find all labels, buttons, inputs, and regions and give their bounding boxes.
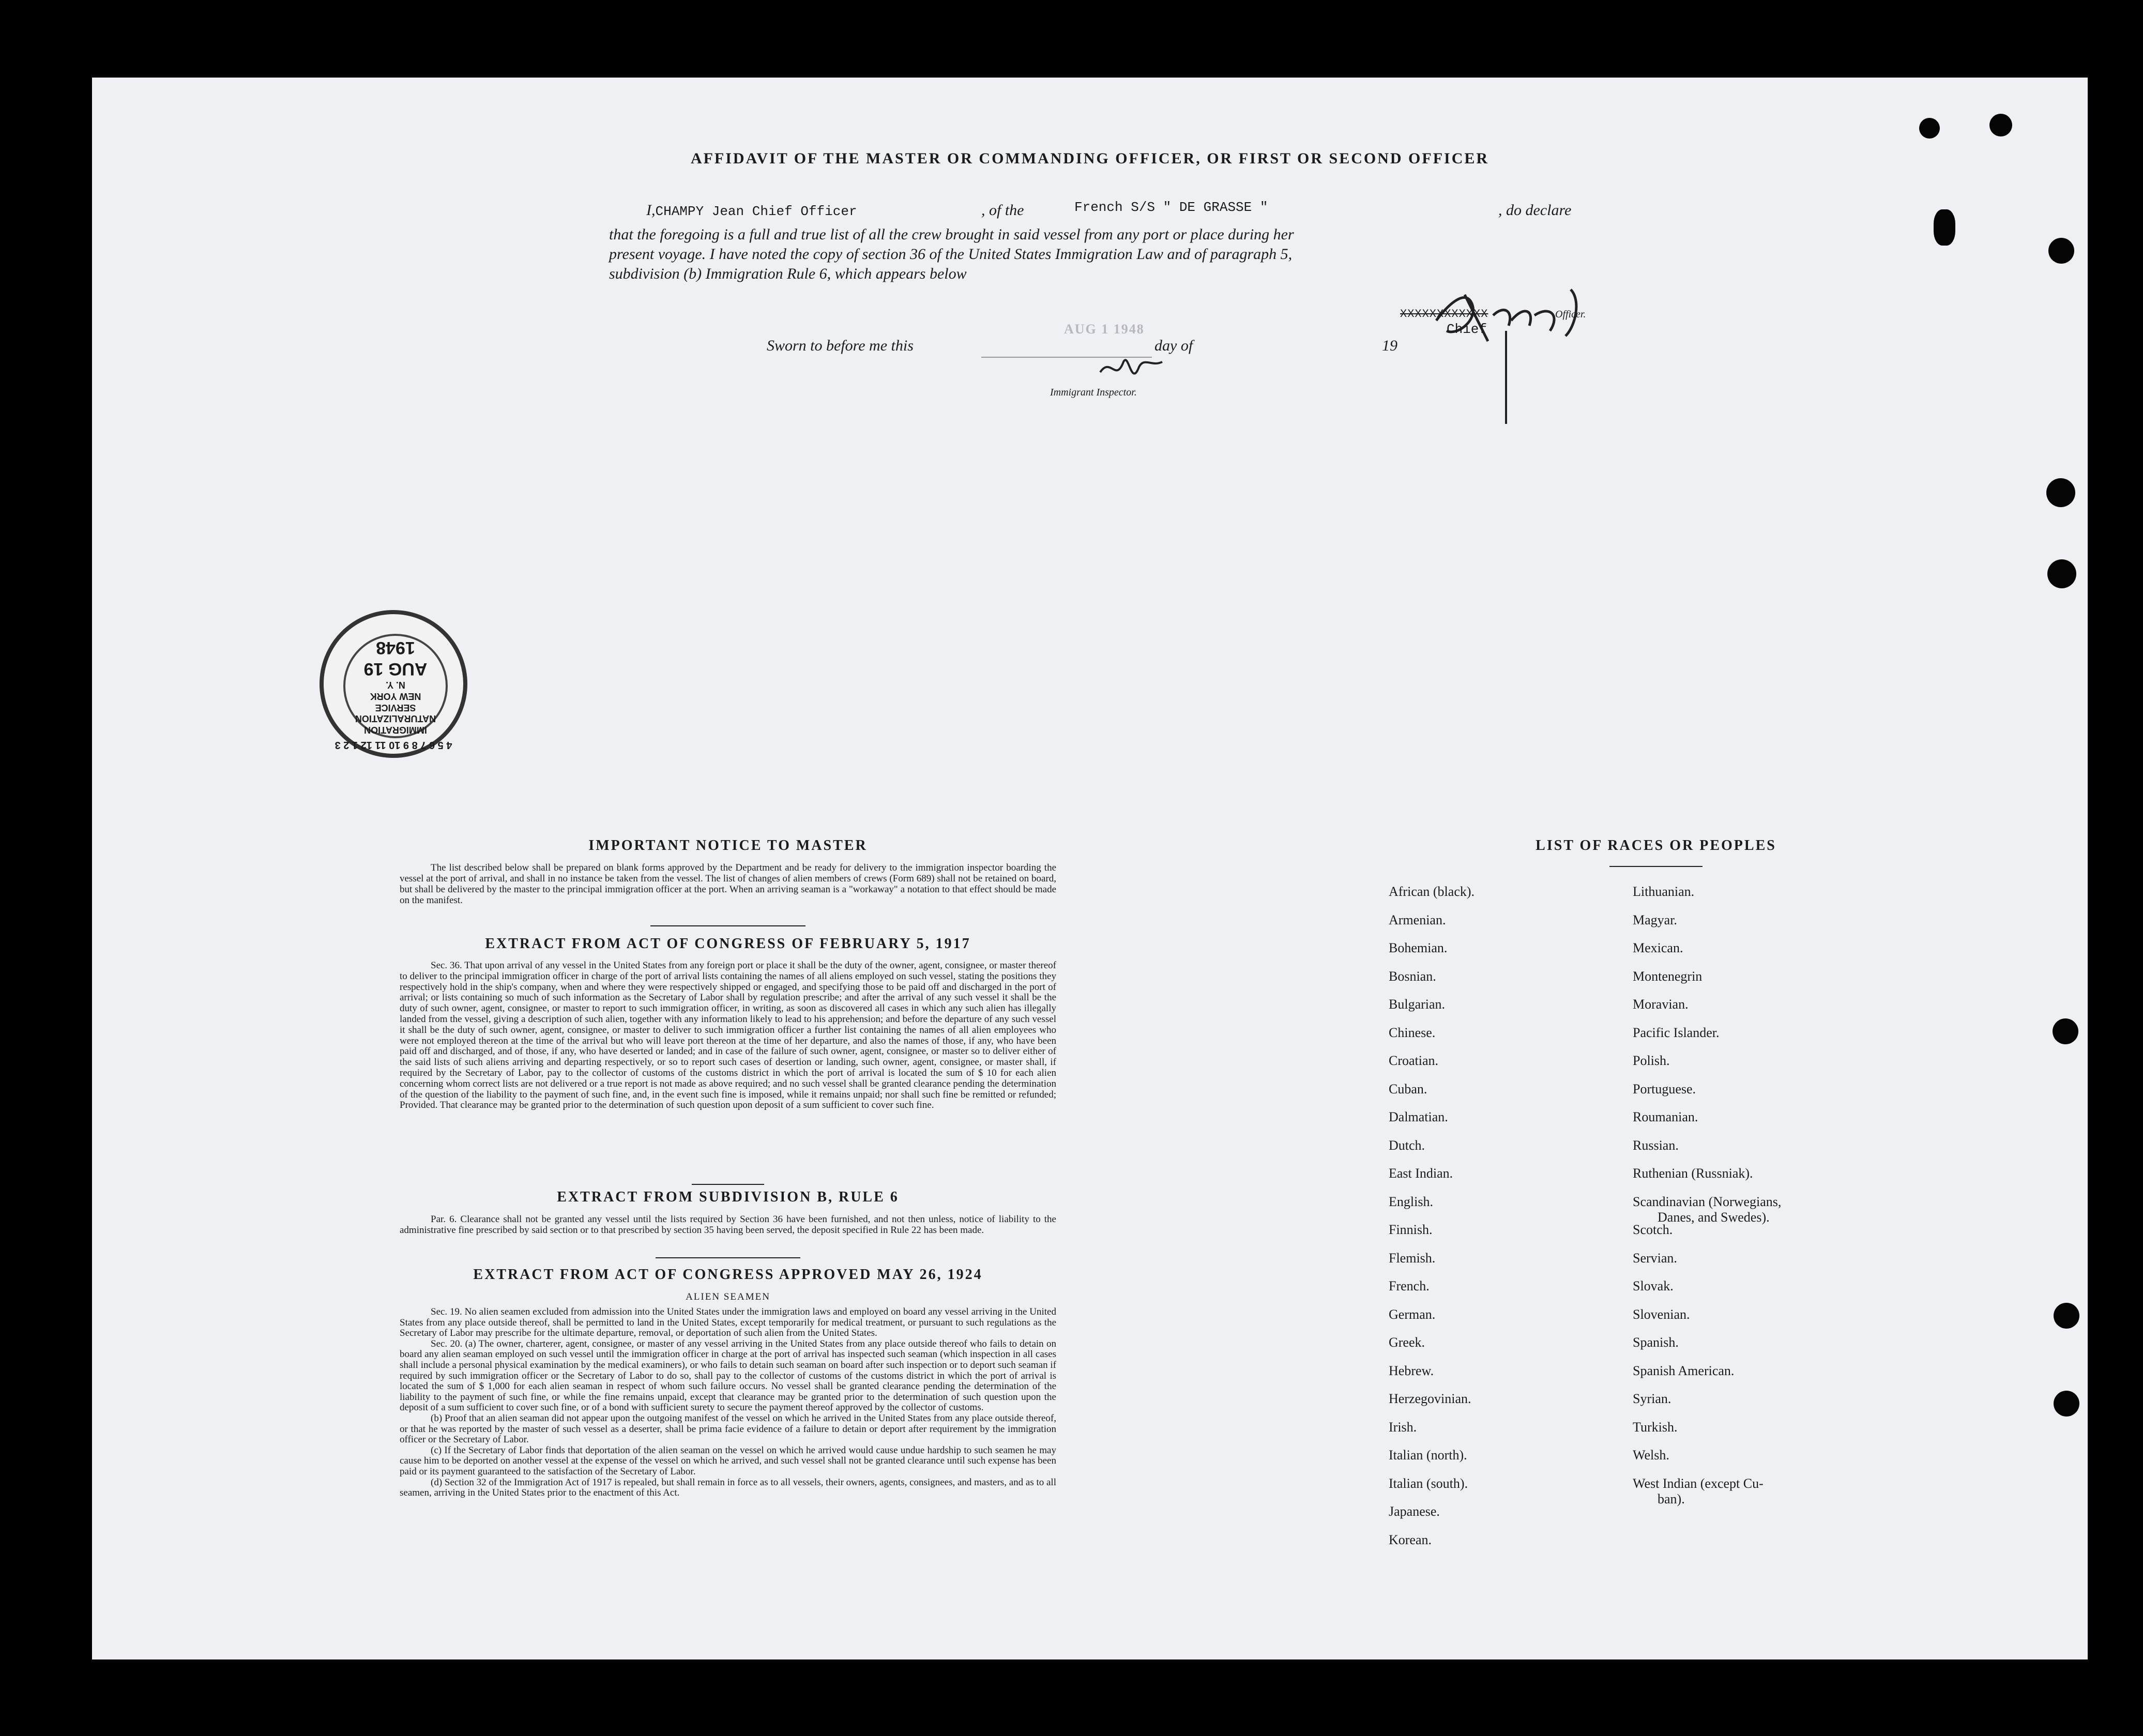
stamp-line-4: NEW YORK — [370, 691, 421, 702]
race-entry: Servian. — [1633, 1250, 1677, 1266]
punch-hole — [2047, 559, 2076, 588]
race-entry: African (black). — [1389, 884, 1475, 899]
day-of-text: day of — [1154, 337, 1193, 354]
race-entry: Spanish. — [1633, 1335, 1679, 1350]
immigration-date-stamp — [320, 610, 467, 758]
race-entry: Danes, and Swedes). — [1658, 1209, 1770, 1225]
race-entry: Syrian. — [1633, 1391, 1671, 1406]
affidavit-line-1 — [646, 202, 857, 219]
race-entry: Armenian. — [1389, 912, 1446, 927]
punch-hole — [2053, 1018, 2078, 1044]
officer-title-typed: Chief — [1447, 322, 1487, 337]
lead-in: I, — [646, 202, 656, 219]
race-entry: Bosnian. — [1389, 968, 1436, 984]
stamp-digits: 4 5 6 7 8 9 10 11 12 1 2 3 — [335, 739, 452, 751]
race-entry: East Indian. — [1389, 1166, 1453, 1181]
race-entry: Russian. — [1633, 1137, 1679, 1153]
affidavit-line-2: that the foregoing is a full and true list of all the crew brought in said vessel from any port or place during her — [609, 226, 1294, 243]
notice-title: IMPORTANT NOTICE TO MASTER — [588, 837, 868, 854]
race-entry: Lithuanian. — [1633, 884, 1695, 899]
race-entry: Japanese. — [1389, 1504, 1440, 1519]
punch-hole — [1919, 118, 1940, 139]
race-entry: Scotch. — [1633, 1222, 1673, 1237]
race-entry: Flemish. — [1389, 1250, 1436, 1266]
race-entry: Hebrew. — [1389, 1363, 1434, 1378]
act1917-title: EXTRACT FROM ACT OF CONGRESS OF FEBRUARY 5, 1917 — [485, 936, 971, 952]
act1917-body: Sec. 36. That upon arrival of any vessel in the United States from any foreign port or place it shall be the duty of the owner, agent, consignee, or master thereof to deliver to the principal immigration officer in charge of the port of arrival lists containing the names of all aliens employed on such vessel, stating the positions they respectively hold in the ship's company, when and where they were respectively shipped or engaged, and specifying those to be paid off and discharged in the port of arrival; or lists containing so much of such information as the Secretary of Labor shall by regulation prescribe; and after the arrival of any such vessel it shall be the duty of such owner, agent, consignee, or master to report to such immigration officer, in writing, as soon as discovered all cases in which any such alien has illegally landed from the vessel, giving a description of such alien, together with any information likely to lead to his apprehension; and before the departure of any such vessel it shall be the duty of such owner, agent, consignee, or master to deliver to such immigration officer a further list containing the names of all alien employees who were not employed thereon at the time of the arrival but who will leave port thereon at the time of her departure, and also the names of those, if any, who have been paid off and discharged, and of those, if any, who have deserted or landed; and in case of the failure of such owner, agent, consignee, or master so to deliver either of the said lists of such aliens arriving and departing respectively, or so to report such cases of desertion or landing, such owner, agent, consignee, or master shall, if required by the Secretary of Labor, pay to the collector of customs of the customs district in which the port of arrival is located the sum of $ 10 for each alien concerning whom correct lists are not delivered or a true report is not made as above required; and no such vessel shall be granted clearance pending the determination of the question of the liability to the payment of such fine, and, in the event such fine is imposed, while it remains unpaid; nor shall such fine be remitted or refunded; Provided. That clearance may be granted prior to the determination of such question upon deposit of a sum sufficient to cover such fine. — [400, 960, 1056, 1111]
race-entry: Irish. — [1389, 1419, 1417, 1435]
race-entry: Mexican. — [1633, 940, 1683, 955]
race-entry: Slovenian. — [1633, 1306, 1690, 1322]
race-entry: Dutch. — [1389, 1137, 1425, 1153]
act1924-subtitle: ALIEN SEAMEN — [686, 1291, 770, 1302]
races-divider — [1609, 866, 1703, 867]
notice-divider — [650, 925, 805, 926]
inspector-label: Immigrant Inspector. — [1050, 387, 1137, 398]
act1924-sec20b: (b) Proof that an alien seaman did not appear upon the outgoing manifest of the vessel on which he arrived in the United States from any place outside thereof, or that he was reported by the master of such vessel as a deserter, shall be prima facie evidence of a failure to detain or deport after requirement by the immigration officer or the Secretary of Labor. — [400, 1412, 1056, 1445]
stamp-line-5: N. Y. — [386, 680, 405, 691]
punch-hole — [2046, 478, 2075, 507]
act1924-sec19: Sec. 19. No alien seamen excluded from admission into the United States under the immigration laws and employed on board any vessel arriving in the United States from any place outside thereof, shall be permitted to land in the United States, except temporarily for medical treatment, or pursuant to such regulations as the Secretary of Labor may prescribe for the ultimate departure, removal, or deportation of such alien from the United States. — [400, 1306, 1056, 1339]
stamp-date: AUG 19 1948 — [363, 638, 428, 679]
affidavit-line-3: present voyage. I have noted the copy of section 36 of the United States Immigration Law and of paragraph 5, — [609, 246, 1293, 263]
race-entry: Roumanian. — [1633, 1109, 1698, 1124]
race-entry: German. — [1389, 1306, 1436, 1322]
race-entry: Bohemian. — [1389, 940, 1448, 955]
vessel-name-field: French S/S " DE GRASSE " — [1074, 200, 1268, 215]
races-title: LIST OF RACES OR PEOPLES — [1536, 837, 1776, 854]
stamp-line-1: IMMIGRATION — [364, 724, 427, 735]
affidavit-line-4: subdivision (b) Immigration Rule 6, which appears below — [609, 265, 967, 282]
race-entry: Portuguese. — [1633, 1081, 1696, 1097]
rule6-body: Par. 6. Clearance shall not be granted any vessel until the lists required by Section 36 have been furnished, and not then unless, notice of liability to the administrative fine prescribed by said section or to that prescribed by section 35 having been served, the deposit specified in Rule 22 has been made. — [400, 1214, 1056, 1236]
punch-hole — [2054, 1391, 2079, 1417]
race-entry: Finnish. — [1389, 1222, 1433, 1237]
race-entry: ban). — [1658, 1491, 1685, 1506]
punch-hole — [2054, 1303, 2079, 1329]
race-entry: Korean. — [1389, 1532, 1432, 1547]
race-entry: Ruthenian (Russniak). — [1633, 1166, 1753, 1181]
affidavit-title: AFFIDAVIT OF THE MASTER OR COMMANDING OFFICER, OR FIRST OR SECOND OFFICER — [690, 150, 1490, 167]
sworn-date-stamp: AUG 1 1948 — [1064, 322, 1145, 337]
race-entry: Bulgarian. — [1389, 997, 1446, 1012]
race-entry: English. — [1389, 1194, 1433, 1209]
do-declare-text: , do declare — [1498, 202, 1572, 219]
struck-title: XXXXXXXXXXXX — [1400, 308, 1488, 321]
rule6-title: EXTRACT FROM SUBDIVISION B, RULE 6 — [557, 1189, 899, 1205]
punch-hole — [2048, 238, 2074, 264]
sworn-text: Sworn to before me this — [767, 337, 914, 354]
race-entry: West Indian (except Cu- — [1633, 1475, 1764, 1491]
race-entry: Magyar. — [1633, 912, 1677, 927]
race-entry: French. — [1389, 1278, 1430, 1293]
rule6-divider — [656, 1257, 800, 1258]
stamp-line-2: NATURALIZATION — [355, 713, 436, 724]
act1917-divider — [692, 1184, 764, 1185]
year-prefix: 19 — [1382, 337, 1397, 354]
punch-hole — [1934, 209, 1955, 246]
inspector-signature — [1095, 346, 1167, 393]
act1924-body — [400, 1307, 1056, 1499]
race-entry: Welsh. — [1633, 1448, 1669, 1463]
race-entry: Pacific Islander. — [1633, 1025, 1720, 1040]
race-entry: Croatian. — [1389, 1053, 1439, 1068]
race-entry: Italian (south). — [1389, 1475, 1468, 1491]
act1924-sec20a: Sec. 20. (a) The owner, charterer, agent, consignee, or master of any vessel arriving in the United States from any place outside thereof who fails to detain on board any alien seaman employed on such vessel until the immigration officer in charge at the port of arrival has inspected such seaman (which inspection in all cases shall include a personal physical examination by the medical examiners), or who fails to detain such seaman on board after such inspection or to deport such seaman if required by such immigration officer or the Secretary of Labor to do so, shall pay to the collector of customs of the customs district in which the port of arrival is located the sum of $ 1,000 for each alien seaman in respect of whom such failure occurs. No vessel shall be granted clearance pending the determination of the liability to the payment of such fine, or while the fine remains unpaid, except that clearance may be granted prior to the determination of such question upon the deposit of a sum sufficient to cover such fine, or of a bond with sufficient surety to secure the payment thereof approved by the collector of customs. — [400, 1338, 1056, 1413]
act1924-sec20c: (c) If the Secretary of Labor finds that deportation of the alien seaman on the vessel on which he arrived would cause undue hardship to such seamen he may cause him to be deported on another vessel at the expense of the vessel on which he arrived, and such vessel shall not be granted clearance until such expense has been paid or its payment guaranteed to the satisfaction of the Secretary of Labor. — [400, 1444, 1056, 1477]
stamp-line-3: SERVICE — [375, 702, 416, 713]
race-entry: Scandinavian (Norwegians, — [1633, 1194, 1782, 1209]
punch-hole — [1989, 114, 2012, 136]
act1924-title: EXTRACT FROM ACT OF CONGRESS APPROVED MAY 26, 1924 — [473, 1267, 983, 1283]
race-entry: Montenegrin — [1633, 968, 1703, 984]
race-entry: Cuban. — [1389, 1081, 1427, 1097]
officer-name-field: CHAMPY Jean Chief Officer — [655, 204, 857, 219]
stamp-inner-ring — [343, 634, 448, 738]
race-entry: Turkish. — [1633, 1419, 1678, 1435]
officer-suffix: Officer. — [1555, 309, 1586, 320]
of-the-text: , of the — [981, 202, 1024, 219]
manifest-sheet — [92, 78, 2088, 1659]
race-entry: Chinese. — [1389, 1025, 1436, 1040]
race-entry: Moravian. — [1633, 997, 1689, 1012]
race-entry: Dalmatian. — [1389, 1109, 1448, 1124]
race-entry: Greek. — [1389, 1335, 1425, 1350]
race-entry: Slovak. — [1633, 1278, 1674, 1293]
race-entry: Spanish American. — [1633, 1363, 1735, 1378]
race-entry: Herzegovinian. — [1389, 1391, 1471, 1406]
race-entry: Polish. — [1633, 1053, 1670, 1068]
act1924-sec20d: (d) Section 32 of the Immigration Act of 1917 is repealed, but shall remain in force as to all vessels, their owners, agents, consignees, and masters, and as to all seamen, arriving in the United States prior to the enactment of this Act. — [400, 1476, 1056, 1499]
race-entry: Italian (north). — [1389, 1448, 1467, 1463]
notice-body: The list described below shall be prepared on blank forms approved by the Department and be ready for delivery to the immigration inspector boarding the vessel at the port of arrival, and shall in no instance be taken from the vessel. The list of changes of alien members of crews (Form 689) shall not be retained on board, but shall be delivered by the master to the principal immigration officer at the port. When an arriving seaman is a "workaway" a notation to that effect should be made on the manifest. — [400, 862, 1056, 906]
officer-signature — [1416, 258, 1602, 445]
